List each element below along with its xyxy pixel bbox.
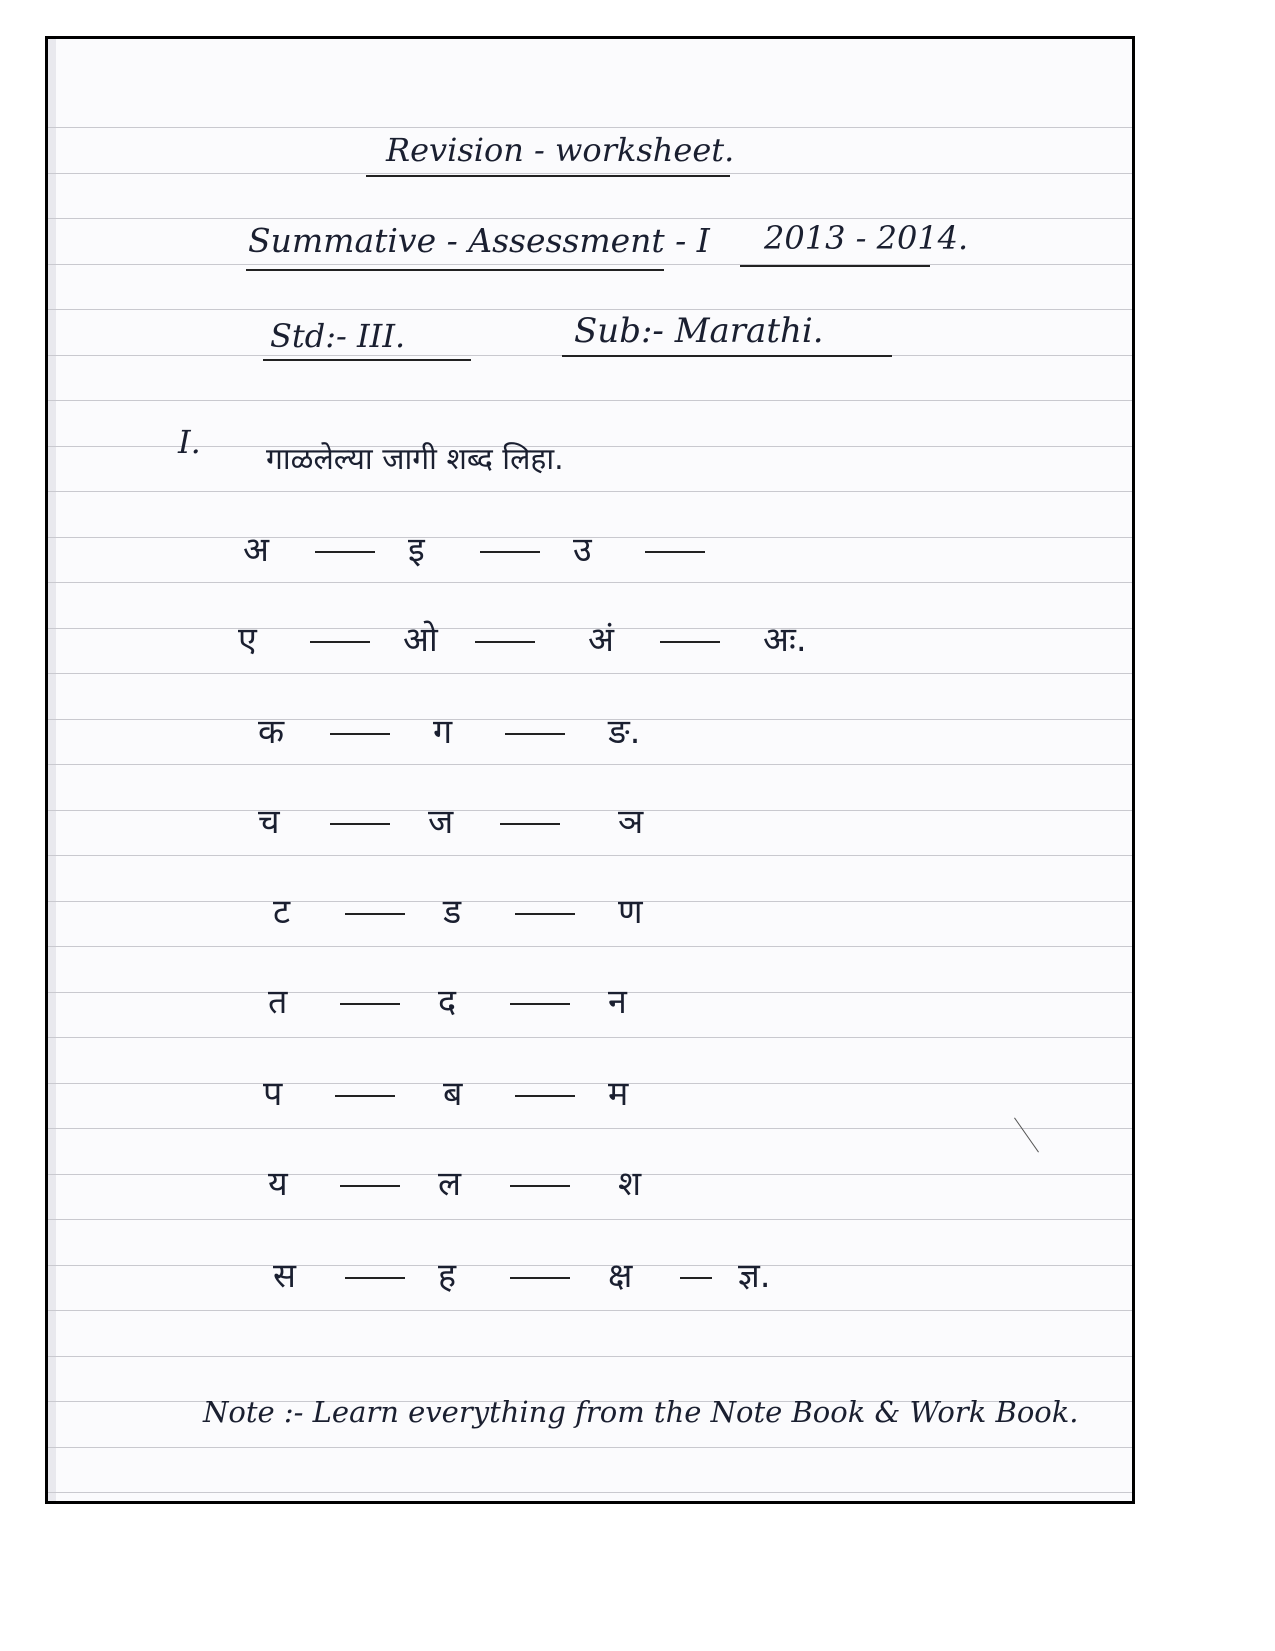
blank-dash [510,1003,570,1005]
ruled-line [48,264,1132,265]
letter-item: अ [243,530,269,570]
year-underline [740,265,930,267]
ruled-line [48,1037,1132,1038]
exam-underline [246,269,664,271]
letter-item: न [608,982,627,1022]
ruled-line [48,1356,1132,1357]
letter-item: ह [438,1256,457,1296]
letter-item: प [263,1074,283,1114]
letter-item: क्ष [608,1256,633,1296]
ruled-line [48,1265,1132,1266]
ruled-line [48,446,1132,447]
blank-dash [660,641,720,643]
ruled-line [48,1447,1132,1448]
standard-label: Std:- III. [270,317,406,355]
question-instruction: गाळलेल्या जागी शब्द लिहा. [266,442,564,477]
letter-item: च [258,802,280,842]
ruled-line [48,1083,1132,1084]
ruled-line [48,810,1132,811]
ruled-line [48,719,1132,720]
page-margin-shade [48,39,56,1501]
letter-item: य [268,1164,288,1204]
ruled-line [48,673,1132,674]
blank-dash [310,641,370,643]
title-underline [366,175,730,177]
letter-item: ङ. [608,712,641,752]
letter-item: ञ [618,802,644,842]
subject-underline [562,355,892,357]
letter-item: अं [588,620,614,660]
blank-dash [345,913,405,915]
letter-item: श [618,1164,642,1204]
letter-item: ब [443,1074,463,1114]
letter-item: म [608,1074,629,1114]
blank-dash [480,551,540,553]
ruled-line [48,855,1132,856]
ruled-line [48,582,1132,583]
ruled-line [48,1310,1132,1311]
blank-dash [680,1277,712,1279]
letter-item: उ [573,530,592,570]
exam-name: Summative - Assessment - I [248,221,710,260]
ruled-line [48,173,1132,174]
worksheet-page [45,36,1135,1504]
subject-label: Sub:- Marathi. [574,311,824,351]
question-number: I. [178,423,201,461]
ruled-line [48,218,1132,219]
blank-dash [510,1277,570,1279]
ruled-line [48,491,1132,492]
ruled-line [48,901,1132,902]
ruled-line [48,1219,1132,1220]
ruled-line [48,1174,1132,1175]
letter-item: अः. [763,620,807,660]
letter-item: ण [618,892,643,932]
letter-item: ए [238,620,257,660]
letter-item: त [268,982,288,1022]
letter-item: ज्ञ. [738,1256,771,1296]
blank-dash [345,1277,405,1279]
blank-dash [330,823,390,825]
blank-dash [340,1003,400,1005]
blank-dash [515,913,575,915]
ruled-line [48,1128,1132,1129]
letter-item: क [258,712,285,752]
blank-dash [515,1095,575,1097]
blank-dash [330,733,390,735]
ruled-line [48,1492,1132,1493]
ruled-line [48,127,1132,128]
letter-item: ज [428,802,454,842]
letter-item: इ [408,530,425,570]
letter-item: ग [433,712,453,752]
ruled-line [48,400,1132,401]
letter-item: ल [438,1164,462,1204]
blank-dash [340,1185,400,1187]
blank-dash [315,551,375,553]
blank-dash [335,1095,395,1097]
standard-underline [263,359,471,361]
letter-item: ओ [403,620,438,660]
exam-year: 2013 - 2014. [764,219,969,257]
letter-item: ड [443,892,462,932]
worksheet-title: Revision - worksheet. [386,131,735,169]
blank-dash [500,823,560,825]
letter-item: ट [273,892,291,932]
pen-mark [1014,1118,1039,1153]
letter-item: द [438,982,457,1022]
ruled-line [48,992,1132,993]
letter-item: स [273,1256,296,1296]
footer-note: Note :- Learn everything from the Note Book & Work Book. [203,1395,1079,1429]
ruled-line [48,764,1132,765]
blank-dash [475,641,535,643]
blank-dash [505,733,565,735]
blank-dash [510,1185,570,1187]
blank-dash [645,551,705,553]
ruled-line [48,309,1132,310]
ruled-line [48,946,1132,947]
